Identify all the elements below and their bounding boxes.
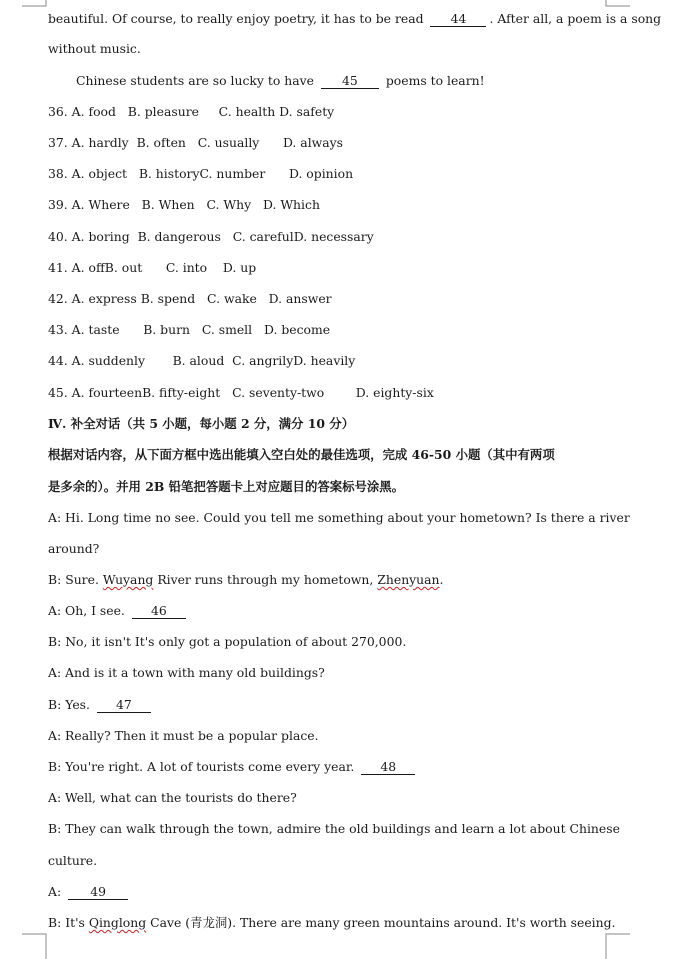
question-39 <box>48 197 320 213</box>
text-span: B. spend <box>140 291 196 306</box>
text-span: C. number <box>199 166 266 181</box>
text-span: poems to learn! <box>385 73 485 88</box>
blank-46: 46 <box>132 604 186 619</box>
text-span: A. Where <box>71 197 130 212</box>
blank-45: 45 <box>321 74 379 89</box>
text-span: A: Oh, I see. <box>48 603 125 618</box>
dialogue-a1-continued: around? <box>48 541 100 556</box>
text-span: 43. <box>48 322 68 337</box>
text-span: Cave (青龙洞). There are many green mountains around. It's worth seeing. <box>150 915 616 930</box>
text-span: 37. <box>48 135 68 150</box>
dialogue-b6 <box>48 915 615 931</box>
text-span: A. hardly <box>71 135 129 150</box>
text-span: A. taste <box>71 322 120 337</box>
dialogue-b4 <box>48 759 418 775</box>
text-span: Chinese students are so lucky to have <box>76 73 314 88</box>
dialogue-b2: B: No, it isn't It's only got a population of about 270,000. <box>48 634 407 649</box>
text-span: 44. <box>48 353 68 368</box>
text-span: B. history <box>138 166 200 181</box>
text-span: A. food <box>71 104 116 119</box>
text-span: C. health <box>218 104 276 119</box>
text-span: . After all, a poem is a song <box>489 11 662 26</box>
text-span: River runs through my hometown, <box>157 572 374 587</box>
question-45 <box>48 385 434 401</box>
dialogue-b5-continued: culture. <box>48 853 98 868</box>
text-span: A. fourteen <box>71 385 143 400</box>
dialogue-a1: A: Hi. Long time no see. Could you tell me something about your hometown? Is there a river <box>48 510 630 525</box>
text-span: 39. <box>48 197 68 212</box>
text-span: B. burn <box>143 322 190 337</box>
text-span: 38. <box>48 166 68 181</box>
text-span: D. heavily <box>293 353 356 368</box>
dialogue-a4: A: Really? Then it must be a popular place. <box>48 728 319 743</box>
question-44 <box>48 353 355 369</box>
spellcheck-word-wuyang: Wuyang <box>102 572 154 587</box>
blank-49: 49 <box>68 885 128 900</box>
text-span: D. eighty-six <box>355 385 434 400</box>
question-42 <box>48 291 332 307</box>
question-38 <box>48 166 353 182</box>
text-span: 41. <box>48 260 68 275</box>
top-left-corner-mark <box>22 0 52 10</box>
text-span: C. into <box>165 260 208 275</box>
text-span: A. express <box>71 291 137 306</box>
section-4-instruction-2: 是多余的）。并用 2B 铅笔把答题卡上对应题目的答案标号涂黑。 <box>48 479 405 494</box>
text-span: B. pleasure <box>127 104 199 119</box>
text-span: D. necessary <box>293 229 374 244</box>
text-span: D. opinion <box>288 166 354 181</box>
text-span: C. smell <box>201 322 253 337</box>
text-span: C. wake <box>207 291 257 306</box>
passage-line-3 <box>76 73 485 89</box>
text-span: D. answer <box>268 291 332 306</box>
text-span: D. always <box>282 135 344 150</box>
question-43 <box>48 322 330 338</box>
dialogue-b5: B: They can walk through the town, admire the old buildings and learn a lot about Chinese <box>48 821 620 836</box>
text-span: A: <box>48 884 62 899</box>
text-span: 根据对话内容，从下面方框中选出能填入空白处的最佳选项，完成 46-50 小题（其中有两项 <box>48 447 555 462</box>
text-span: C. Why <box>206 197 252 212</box>
text-span: 36. <box>48 104 68 119</box>
text-span: B. aloud <box>172 353 225 368</box>
text-span: B. dangerous <box>137 229 221 244</box>
text-span: A. object <box>71 166 127 181</box>
section-4-instruction-1 <box>48 447 605 463</box>
top-right-corner-mark <box>604 0 634 10</box>
blank-47: 47 <box>97 698 151 713</box>
text-span: C. seventy-two <box>232 385 325 400</box>
blank-44: 44 <box>430 12 486 27</box>
dialogue-b3 <box>48 697 154 713</box>
passage-line-2: without music. <box>48 41 141 56</box>
text-span: C. careful <box>232 229 294 244</box>
text-span: C. usually <box>197 135 260 150</box>
question-41 <box>48 260 256 276</box>
bottom-left-corner-mark <box>22 930 52 959</box>
text-span: B. often <box>136 135 186 150</box>
spellcheck-word-zhenyuan: Zhenyuan <box>377 572 440 587</box>
text-span: D. up <box>222 260 257 275</box>
spellcheck-word-qinglong: Qinglong <box>88 915 147 930</box>
text-span: B. fifty-eight <box>142 385 221 400</box>
text-span: C. angrily <box>232 353 294 368</box>
section-4-title: Ⅳ. 补全对话（共 5 小题，每小题 2 分，满分 10 分） <box>48 416 355 431</box>
dialogue-b1 <box>48 572 443 588</box>
dialogue-a2 <box>48 603 189 619</box>
text-span: 42. <box>48 291 68 306</box>
passage-line-1 <box>48 11 661 27</box>
text-span: . <box>439 572 444 587</box>
text-span: B. out <box>104 260 143 275</box>
bottom-right-corner-mark <box>604 930 634 959</box>
dialogue-a5: A: Well, what can the tourists do there? <box>48 790 297 805</box>
question-36 <box>48 104 334 120</box>
text-span: A. suddenly <box>71 353 145 368</box>
text-span: B: Sure. <box>48 572 99 587</box>
text-span: B: It's <box>48 915 85 930</box>
text-span: B: You're right. A lot of tourists come every year. <box>48 759 355 774</box>
text-span: beautiful. Of course, to really enjoy poetry, it has to be read <box>48 11 424 26</box>
dialogue-a6 <box>48 884 131 900</box>
text-span: A. boring <box>71 229 130 244</box>
text-span: D. safety <box>279 104 335 119</box>
text-span: A. off <box>71 260 105 275</box>
dialogue-a3: A: And is it a town with many old buildings? <box>48 665 325 680</box>
text-span: D. Which <box>262 197 320 212</box>
text-span: 45. <box>48 385 68 400</box>
question-37 <box>48 135 343 151</box>
text-span: D. become <box>263 322 331 337</box>
text-span: B: Yes. <box>48 697 90 712</box>
question-40 <box>48 229 374 245</box>
text-span: B. When <box>141 197 195 212</box>
blank-48: 48 <box>361 760 415 775</box>
text-span: 40. <box>48 229 68 244</box>
